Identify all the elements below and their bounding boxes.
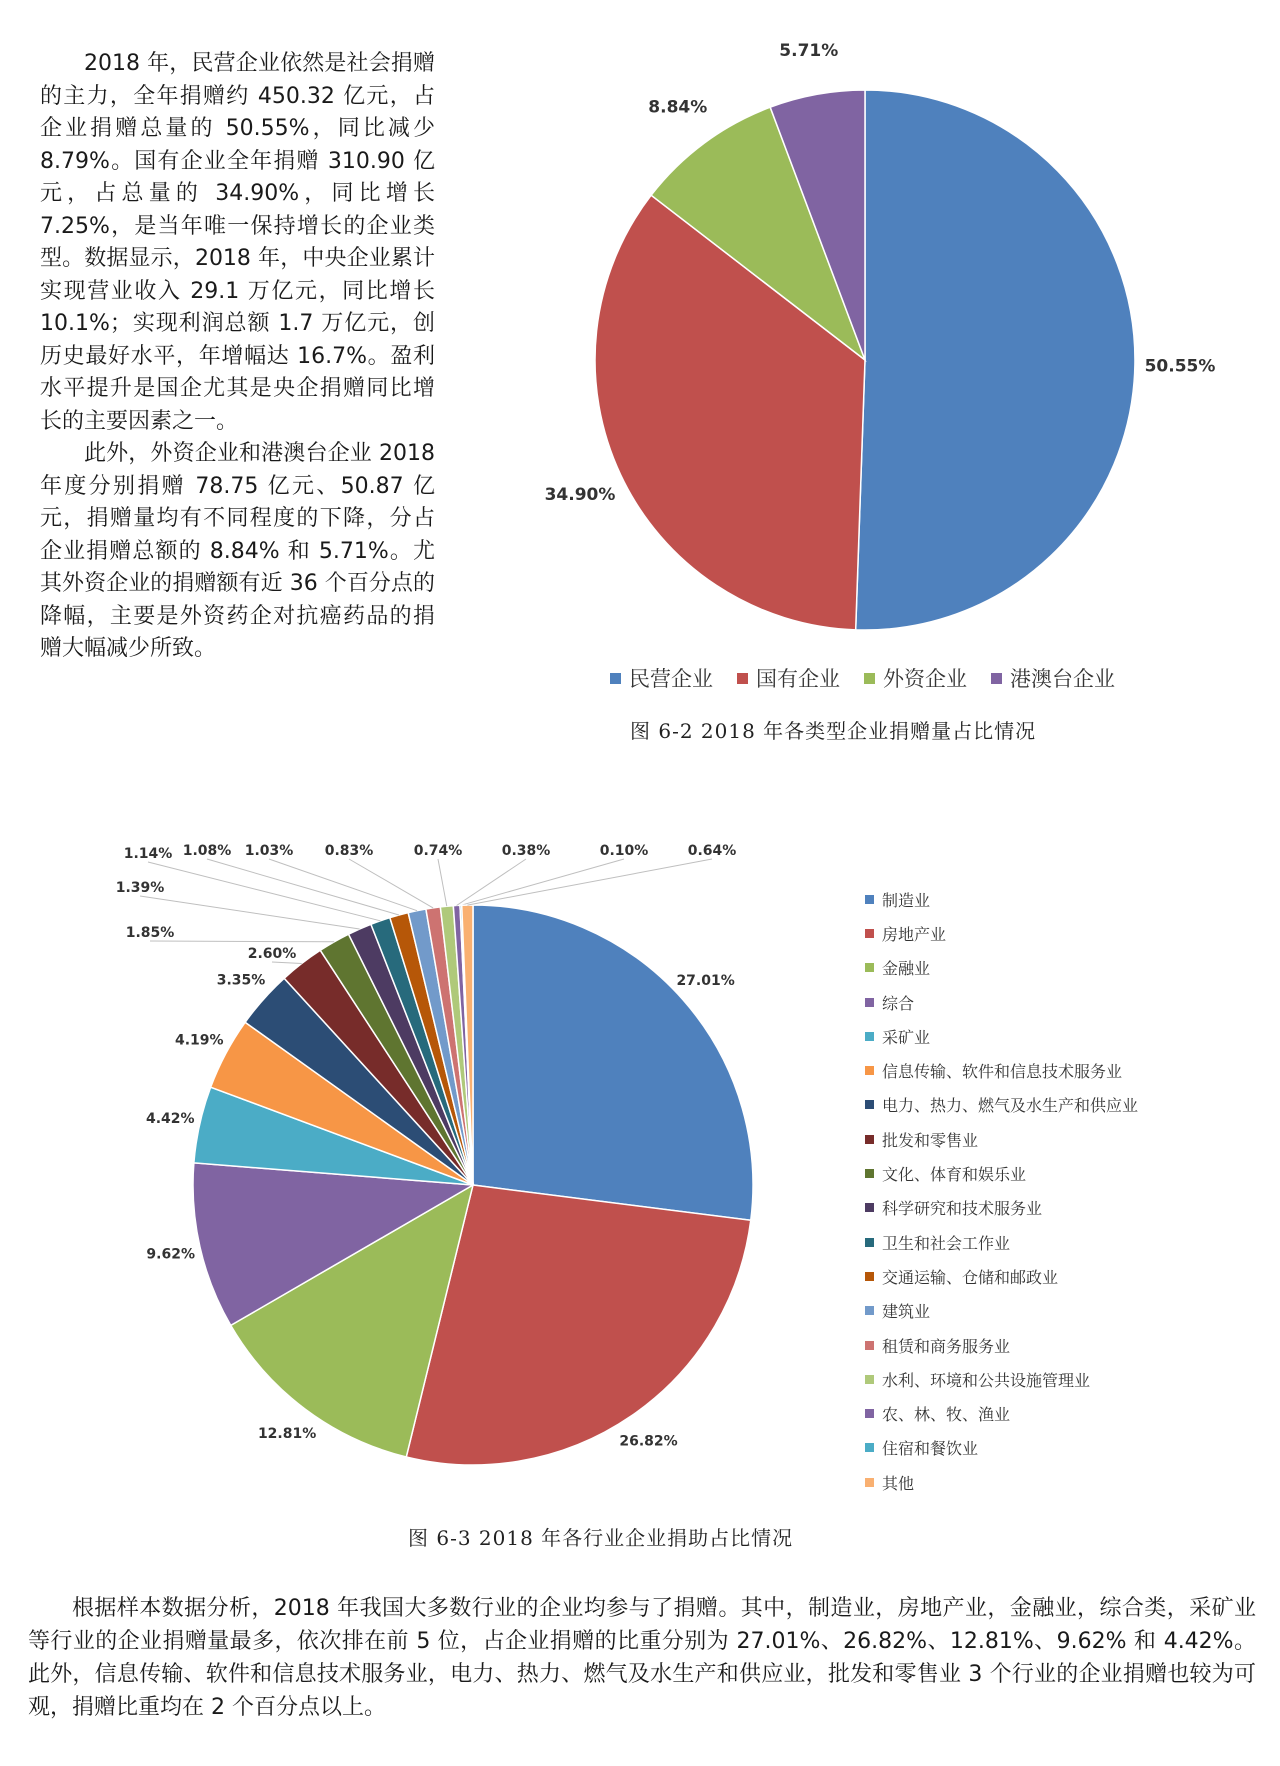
pie1-data-label-1: 34.90% [544,485,616,506]
legend1-label: 国有企业 [756,667,840,691]
legend1-swatch [864,673,875,684]
legend2-label: 科学研究和技术服务业 [882,1199,1043,1219]
pie2-leader-line-13 [349,859,433,908]
enterprise-type-pie-chart [535,20,1225,650]
legend1-item-hkmt [991,663,1115,693]
bottom-text-block [28,1592,1256,1724]
legend2-item-8 [865,1156,1138,1190]
pie2-data-label-0: 27.01% [676,973,735,990]
pie2-leader-line-15 [457,859,526,906]
pie2-data-label-7: 2.60% [247,946,297,962]
legend1-swatch [610,673,621,684]
pie2-data-label-9: 1.39% [115,880,165,896]
legend1-swatch [737,673,748,684]
legend2-swatch [865,1306,874,1315]
legend2-label: 电力、热力、燃气及水生产和供应业 [882,1096,1139,1116]
legend2-swatch [865,1341,874,1350]
legend2-item-11 [865,1259,1138,1293]
legend2-label: 卫生和社会工作业 [882,1233,1011,1253]
legend2-label: 住宿和餐饮业 [882,1439,979,1459]
figure-6-3-caption: 图 6-3 2018 年各行业企业捐助占比情况 [408,1526,794,1550]
pie2-data-label-16: 0.10% [599,843,649,859]
legend2-swatch [865,1478,874,1487]
pie2-leader-line-16 [461,859,624,905]
pie2-data-label-3: 9.62% [146,1246,195,1263]
legend2-label: 水利、环境和公共设施管理业 [882,1370,1091,1390]
legend2-label: 交通运输、仓储和邮政业 [882,1267,1059,1287]
legend2-label: 其他 [882,1473,915,1493]
left-text-block [40,48,435,666]
legend2-label: 金融业 [882,959,931,979]
pie2-leader-line-12 [269,859,417,911]
pie1-data-label-2: 8.84% [648,97,708,118]
legend2-label: 租赁和商务服务业 [882,1336,1011,1356]
legend2-swatch [865,1066,874,1075]
pie2-leader-line-14 [438,859,447,906]
legend2-swatch [865,1169,874,1178]
legend2-label: 房地产业 [882,924,947,944]
legend1-item-foreign [864,663,967,693]
pie2-leader-line-8 [150,941,334,942]
legend2-item-0 [865,882,1138,916]
pie1-data-label-3: 5.71% [779,41,839,62]
pie1-data-label-0: 50.55% [1144,356,1216,377]
legend2-label: 文化、体育和娱乐业 [882,1165,1027,1185]
legend2-label: 信息传输、软件和信息技术服务业 [882,1062,1123,1082]
left-paragraph-1: 2018 年，民营企业依然是社会捐赠的主力，全年捐赠约 450.32 亿元，占企业捐赠总量的 50.55%，同比减少 8.79%。国有企业全年捐赠 310.90 亿元，占总量的 34.90%，同比增长 7.25%，是当年唯一保持增长的企业类型。数据显示，2018 年，中央企业累计实现营业收入 29.1 万亿元，同比增长 10.1%；实现利润总额 1.7 万亿元，创历史最好水平，年增幅达 16.7%。盈利水平提升是国企尤其是央企捐赠同比增长的主要因素之一。 [40,51,435,434]
pie2-data-label-8: 1.85% [125,925,175,941]
pie2-leader-line-7 [272,962,302,964]
legend2-swatch [865,1203,874,1212]
legend2-item-15 [865,1396,1138,1430]
legend2-swatch [865,929,874,938]
pie2-data-label-6: 3.35% [216,972,266,989]
pie-slice-0 [473,905,753,1220]
pie-slice-0 [856,90,1135,630]
pie2-leader-line-10 [148,862,380,921]
legend2-item-4 [865,1019,1138,1053]
legend2-swatch [865,1409,874,1418]
legend2-swatch [865,1100,874,1109]
legend2-swatch [865,1032,874,1041]
pie2-data-label-1: 26.82% [619,1433,678,1450]
legend2-swatch [865,1443,874,1452]
legend2-item-13 [865,1328,1138,1362]
industry-legend [865,882,1138,1499]
legend2-label: 采矿业 [882,1027,931,1047]
legend2-item-5 [865,1053,1138,1087]
legend2-swatch [865,1375,874,1384]
legend2-swatch [865,1272,874,1281]
legend2-swatch [865,1238,874,1247]
legend1-item-private [610,663,713,693]
pie2-data-label-12: 1.03% [244,843,294,859]
left-paragraph-2: 此外，外资企业和港澳台企业 2018 年度分别捐赠 78.75 亿元、50.87 亿元，捐赠量均有不同程度的下降，分占企业捐赠总额的 8.84% 和 5.71%。尤其外资企业的捐赠额有近 36 个百分点的降幅，主要是外资药企对抗癌药品的捐赠大幅减少所致。 [40,441,435,661]
pie2-data-label-13: 0.83% [324,843,374,859]
bottom-paragraph: 根据样本数据分析，2018 年我国大多数行业的企业均参与了捐赠。其中，制造业，房地产业，金融业，综合类，采矿业等行业的企业捐赠量最多，依次排在前 5 位，占企业捐赠的比重分别为 27.01%、26.82%、12.81%、9.62% 和 4.42%。此外，信息传输、软件和信息技术服务业，电力、热力、燃气及水生产和供应业，批发和零售业 3 个行业的企业捐赠也较为可观，捐赠比重均在 2 个百分点以上。 [28,1596,1256,1720]
legend2-label: 农、林、牧、渔业 [882,1405,1011,1425]
enterprise-type-legend [610,663,1240,693]
legend2-label: 建筑业 [882,1302,931,1322]
legend2-item-14 [865,1362,1138,1396]
pie2-data-label-11: 1.08% [182,843,232,859]
legend2-item-7 [865,1122,1138,1156]
legend2-swatch [865,963,874,972]
legend2-swatch [865,895,874,904]
legend1-label: 港澳台企业 [1010,667,1115,691]
pie2-data-label-15: 0.38% [501,843,551,859]
pie2-data-label-14: 0.74% [413,843,463,859]
pie2-data-label-17: 0.64% [687,843,737,859]
pie2-data-label-4: 4.42% [146,1110,195,1127]
legend2-swatch [865,998,874,1007]
legend2-swatch [865,1135,874,1144]
legend2-item-1 [865,916,1138,950]
industry-pie-chart [40,825,840,1485]
legend1-label: 民营企业 [629,667,713,691]
pie2-data-label-2: 12.81% [257,1426,317,1443]
legend1-label: 外资企业 [883,667,967,691]
legend2-item-9 [865,1191,1138,1225]
legend2-item-12 [865,1294,1138,1328]
legend1-item-state [737,663,840,693]
pie2-leader-line-17 [467,859,712,905]
legend2-item-6 [865,1088,1138,1122]
legend2-item-2 [865,951,1138,985]
pie2-data-label-10: 1.14% [123,846,173,862]
legend2-item-16 [865,1431,1138,1465]
legend2-item-17 [865,1465,1138,1499]
pie2-data-label-5: 4.19% [175,1032,224,1049]
figure-6-2-caption: 图 6-2 2018 年各类型企业捐赠量占比情况 [630,719,1037,743]
legend2-item-3 [865,985,1138,1019]
legend1-swatch [991,673,1002,684]
legend2-label: 批发和零售业 [882,1130,979,1150]
legend2-item-10 [865,1225,1138,1259]
legend2-label: 综合 [882,993,915,1013]
pie2-leader-line-11 [207,859,399,915]
legend2-label: 制造业 [882,890,931,910]
